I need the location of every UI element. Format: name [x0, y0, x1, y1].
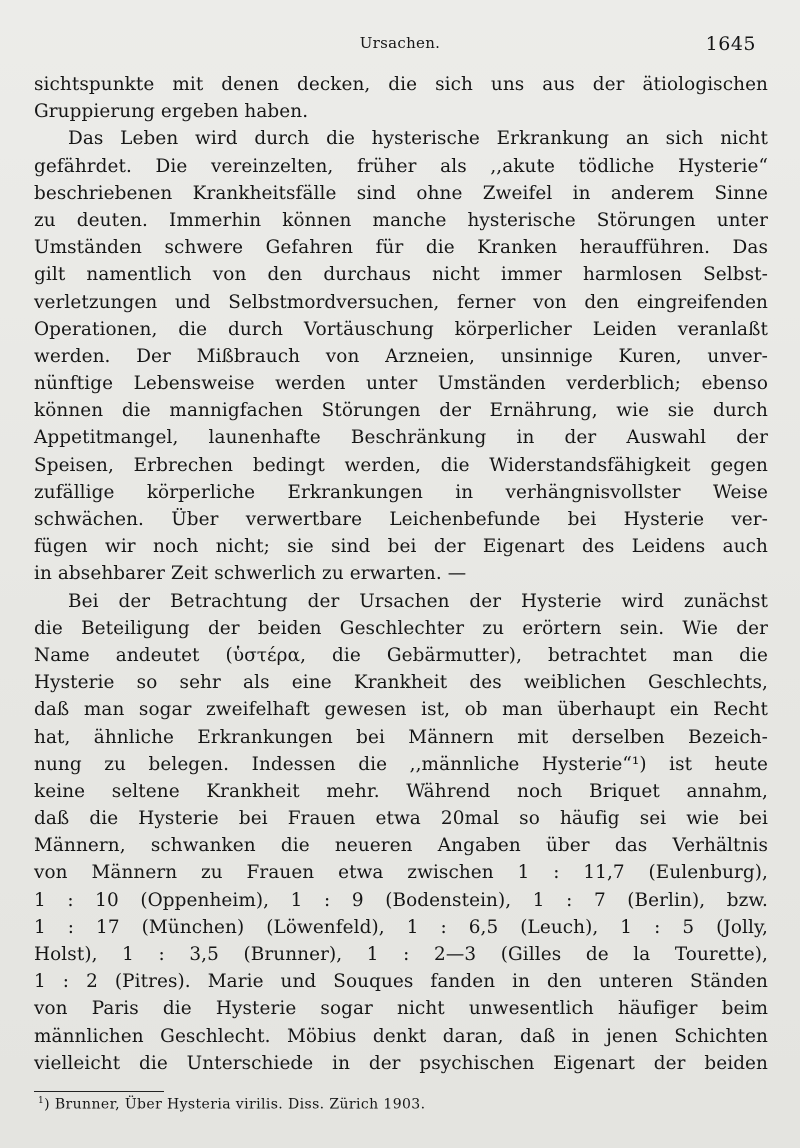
- text-line: werden. Der Mißbrauch von Arzneien, unsinnige Kuren, unver-: [34, 345, 768, 367]
- text-line: männlichen Geschlecht. Möbius denkt daran, daß in jenen Schichten: [34, 1025, 768, 1047]
- footnote: [38, 1096, 425, 1113]
- text-line: hat, ähnliche Erkrankungen bei Männern mit derselben Bezeich-: [34, 726, 768, 748]
- text-line: 1 : 17 (München) (Löwenfeld), 1 : 6,5 (Leuch), 1 : 5 (Jolly,: [34, 916, 768, 938]
- text-line: Bei der Betrachtung der Ursachen der Hysterie wird zunächst: [68, 590, 768, 612]
- text-line: daß die Hysterie bei Frauen etwa 20mal so häufig sei wie bei: [34, 808, 768, 830]
- text-line: Hysterie so sehr als eine Krankheit des weiblichen Geschlechts,: [34, 672, 768, 694]
- text-line: vielleicht die Unterschiede in der psychischen Eigenart der beiden: [34, 1052, 768, 1074]
- text-line: beschriebenen Krankheitsfälle sind ohne Zweifel in anderem Sinne: [34, 182, 768, 204]
- text-line: Gruppierung ergeben haben.: [34, 101, 309, 123]
- text-line: zufällige körperliche Erkrankungen in verhängnisvollster Weise: [34, 481, 768, 503]
- text-line: verletzungen und Selbstmordversuchen, ferner von den eingreifenden: [34, 291, 768, 313]
- text-line: in absehbarer Zeit schwerlich zu erwarten. —: [34, 563, 467, 585]
- text-line: gilt namentlich von den durchaus nicht immer harmlosen Selbst-: [34, 264, 768, 286]
- body-text: [34, 71, 768, 1077]
- text-line: 1 : 2 (Pitres). Marie und Souques fanden in den unteren Ständen: [34, 971, 768, 993]
- text-line: schwächen. Über verwertbare Leichenbefunde bei Hysterie ver-: [34, 509, 768, 530]
- text-line: fügen wir noch nicht; sie sind bei der Eigenart des Leidens auch: [34, 536, 768, 558]
- text-line: daß man sogar zweifelhaft gewesen ist, ob man überhaupt ein Recht: [34, 699, 768, 721]
- text-line: 1 : 10 (Oppenheim), 1 : 9 (Bodenstein), 1 : 7 (Berlin), bzw.: [34, 889, 768, 911]
- footnote-marker: 1: [38, 1096, 45, 1106]
- text-line: von Paris die Hysterie sogar nicht unwesentlich häufiger beim: [34, 998, 768, 1020]
- text-line: zu deuten. Immerhin können manche hysterische Störungen unter: [34, 209, 768, 231]
- text-line: Operationen, die durch Vortäuschung körperlicher Leiden veranlaßt: [34, 318, 768, 340]
- text-line: Männern, schwanken die neueren Angaben über das Verhältnis: [34, 835, 768, 857]
- text-line: Speisen, Erbrechen bedingt werden, die Widerstandsfähigkeit gegen: [34, 454, 768, 476]
- text-line: nung zu belegen. Indessen die ,,männliche Hysterie“¹) ist heute: [34, 753, 768, 775]
- text-line: keine seltene Krankheit mehr. Während noch Briquet annahm,: [34, 780, 768, 802]
- text-line: Umständen schwere Gefahren für die Kranken heraufführen. Das: [34, 237, 768, 259]
- text-line: nünftige Lebensweise werden unter Umständen verderblich; ebenso: [34, 373, 768, 395]
- text-line: Appetitmangel, launenhafte Beschränkung in der Auswahl der: [34, 427, 768, 449]
- footnote-divider: [34, 1091, 164, 1092]
- text-line: die Beteiligung der beiden Geschlechter zu erörtern sein. Wie der: [34, 617, 768, 639]
- text-line: gefährdet. Die vereinzelten, früher als ,,akute tödliche Hysterie“: [34, 155, 768, 177]
- footnote-text: ) Brunner, Über Hysteria virilis. Diss. Zürich 1903.: [44, 1096, 426, 1113]
- running-header-title: Ursachen.: [359, 34, 441, 52]
- text-line: Das Leben wird durch die hysterische Erkrankung an sich nicht: [68, 128, 768, 150]
- text-line: Holst), 1 : 3,5 (Brunner), 1 : 2—3 (Gilles de la Tourette),: [34, 944, 768, 965]
- text-line: sichtspunkte mit denen decken, die sich uns aus der ätiologischen: [34, 74, 768, 95]
- text-line: Name andeutet (ὑστέρα, die Gebärmutter), betrachtet man die: [34, 644, 768, 666]
- text-line: können die mannigfachen Störungen der Ernährung, wie sie durch: [34, 400, 768, 422]
- text-line: von Männern zu Frauen etwa zwischen 1 : 11,7 (Eulenburg),: [34, 862, 768, 884]
- page-number: 1645: [705, 33, 756, 55]
